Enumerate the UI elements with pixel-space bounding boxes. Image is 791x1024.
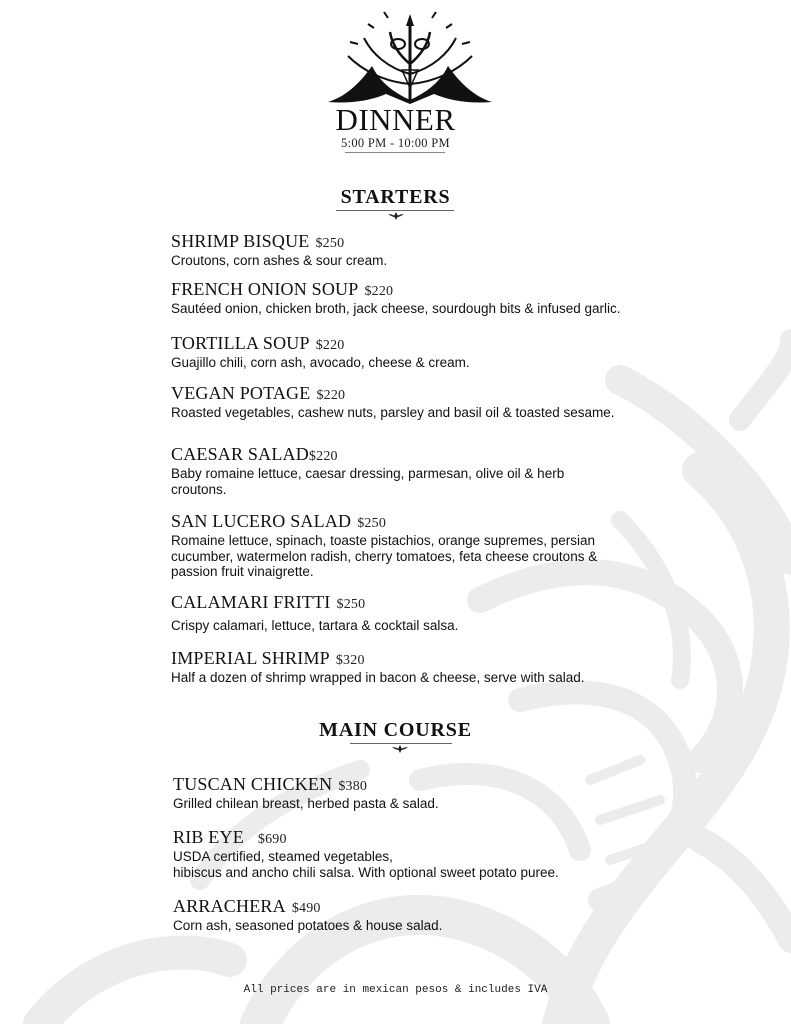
item-name: IMPERIAL SHRIMP (171, 648, 330, 668)
menu-item-imperial-shrimp (171, 649, 651, 686)
menu-item-tuscan-chicken (173, 775, 653, 812)
section-divider (350, 743, 452, 744)
divider (345, 152, 445, 153)
menu-item-caesar-salad (171, 445, 651, 497)
menu-item-vegan-potage (171, 384, 651, 421)
item-description: Romaine lettuce, spinach, toaste pistachios, orange supremes, persian cucumber, watermelon radish, cherry tomatoes, feta cheese croutons & passion fruit vinaigrette. (171, 533, 598, 579)
ornamental-tree-logo-icon (328, 4, 492, 108)
item-description: Grilled chilean breast, herbed pasta & salad. (173, 796, 439, 811)
page-title: DINNER (335, 102, 456, 137)
item-price: $220 (316, 388, 346, 403)
item-price: $380 (338, 779, 368, 794)
item-description: Guajillo chili, corn ash, avocado, cheese & cream. (171, 355, 470, 370)
section-title-main-course: MAIN COURSE (319, 719, 472, 741)
item-price: $250 (357, 516, 387, 531)
menu-item-tortilla-soup (171, 334, 651, 371)
menu-item-rib-eye (173, 828, 653, 880)
item-description: Croutons, corn ashes & sour cream. (171, 253, 388, 268)
item-description: Sautéed onion, chicken broth, jack cheese, sourdough bits & infused garlic. (171, 301, 621, 316)
menu-item-french-onion-soup (171, 280, 651, 317)
item-name: SAN LUCERO SALAD (171, 511, 352, 531)
item-price: $250 (336, 597, 366, 612)
item-description: Baby romaine lettuce, caesar dressing, parmesan, olive oil & herb croutons. (171, 466, 565, 497)
item-name: CALAMARI FRITTI (171, 592, 331, 612)
fleuron-ornament-icon (392, 745, 408, 753)
item-description-line: USDA certified, steamed vegetables, (173, 849, 393, 864)
item-price: $220 (315, 338, 345, 353)
item-description: Crispy calamari, lettuce, tartara & cocktail salsa. (171, 618, 459, 633)
item-price: $490 (291, 901, 321, 916)
menu-item-calamari-fritti (171, 593, 651, 634)
item-price: $220 (364, 284, 394, 299)
item-name: SHRIMP BISQUE (171, 231, 310, 251)
section-divider (336, 210, 454, 211)
item-price: $690 (257, 832, 287, 847)
item-name: TORTILLA SOUP (171, 333, 310, 353)
item-description-line: hibiscus and ancho chili salsa. With optional sweet potato puree. (173, 864, 559, 880)
menu-item-shrimp-bisque (171, 232, 651, 269)
item-description: Roasted vegetables, cashew nuts, parsley and basil oil & toasted sesame. (171, 405, 615, 420)
price-disclaimer: All prices are in mexican pesos & includes IVA (243, 984, 548, 996)
menu-item-arrachera (173, 897, 653, 934)
item-name: ARRACHERA (173, 896, 286, 916)
item-name: RIB EYE (173, 827, 244, 847)
item-description: Half a dozen of shrimp wrapped in bacon & cheese, serve with salad. (171, 670, 585, 685)
item-name: TUSCAN CHICKEN (173, 774, 333, 794)
section-title-starters: STARTERS (340, 186, 451, 208)
item-name: FRENCH ONION SOUP (171, 279, 359, 299)
item-price: $220 (308, 449, 338, 464)
item-name: CAESAR SALAD (171, 444, 309, 464)
service-hours: 5:00 PM - 10:00 PM (341, 136, 450, 150)
item-price: $320 (335, 653, 365, 668)
menu-item-san-lucero-salad (171, 512, 651, 580)
item-description: Corn ash, seasoned potatoes & house salad. (173, 918, 443, 933)
item-name: VEGAN POTAGE (171, 383, 311, 403)
item-price: $250 (315, 236, 345, 251)
fleuron-ornament-icon (388, 212, 404, 220)
